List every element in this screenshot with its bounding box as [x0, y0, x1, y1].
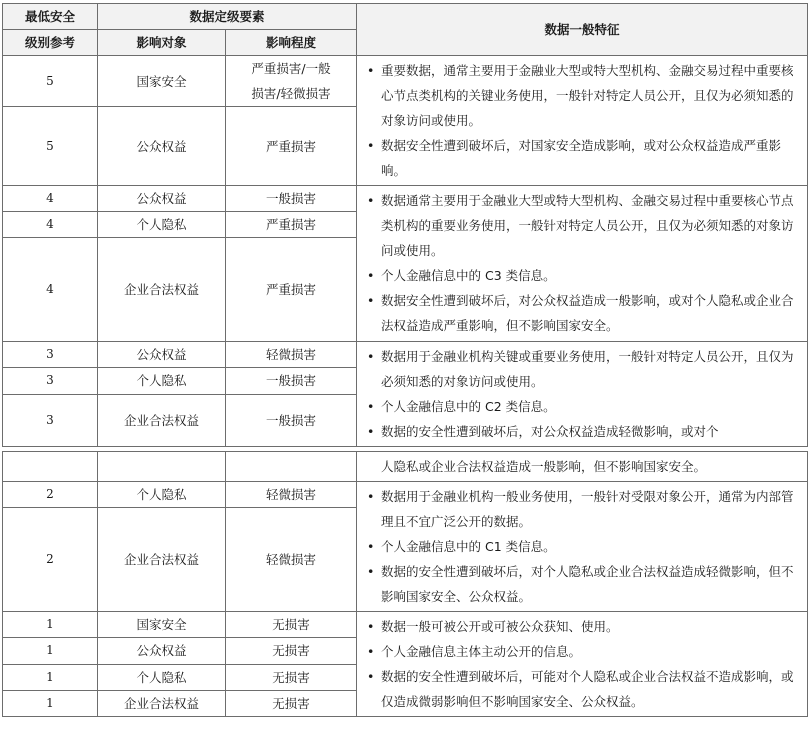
- feature-bullet: • 数据用于金融业机构一般业务使用，一般针对受限对象公开，通常为内部管理且不宜广泛公开的数据。: [365, 484, 803, 534]
- features-cell: [357, 612, 808, 717]
- degree-line: 一般损害: [266, 412, 317, 428]
- features-cell: [357, 452, 808, 482]
- table-row: [3, 612, 808, 638]
- feature-bullet: • 个人金融信息中的 C2 类信息。: [365, 394, 803, 419]
- degree-line: 无损害: [272, 695, 310, 711]
- header-degree: 影响程度: [226, 30, 357, 56]
- level-cell: 4: [3, 238, 98, 342]
- table-row: [3, 342, 808, 368]
- degree-cell: [226, 342, 357, 368]
- object-cell: 公众权益: [98, 342, 226, 368]
- feature-bullet: • 数据通常主要用于金融业大型或特大型机构、金融交易过程中重要核心节点类机构的重要业务使用，一般针对特定人员公开，且仅为必须知悉的对象访问或使用。: [365, 188, 803, 263]
- feature-bullet: • 数据一般可被公开或可被公众获知、使用。: [365, 614, 803, 639]
- degree-cell: [226, 508, 357, 612]
- degree-cell: [226, 56, 357, 107]
- table-part-2: [2, 451, 808, 717]
- degree-cell: [226, 664, 357, 690]
- object-cell: 个人隐私: [98, 482, 226, 508]
- header-object: 影响对象: [98, 30, 226, 56]
- feature-bullet: • 个人金融信息中的 C1 类信息。: [365, 534, 803, 559]
- feature-bullet: • 数据安全性遭到破坏后，对国家安全造成影响，或对公众权益造成严重影响。: [365, 133, 803, 183]
- degree-cell: [226, 638, 357, 664]
- header-elements: 数据定级要素: [98, 4, 357, 30]
- level-cell: [3, 452, 98, 482]
- object-cell: [98, 452, 226, 482]
- degree-cell: [226, 186, 357, 212]
- level-cell: 5: [3, 56, 98, 107]
- header-level: 最低安全: [3, 4, 98, 30]
- level-cell: 3: [3, 342, 98, 368]
- level-cell: 2: [3, 482, 98, 508]
- features-cell: [357, 186, 808, 342]
- level-cell: 3: [3, 368, 98, 394]
- data-classification-table: [2, 3, 807, 736]
- level-cell: 1: [3, 664, 98, 690]
- feature-continuation: 人隐私或企业合法权益造成一般影响，但不影响国家安全。: [381, 459, 707, 474]
- degree-line: 严重损害: [266, 282, 317, 297]
- feature-bullet: • 数据的安全性遭到破坏后，对个人隐私或企业合法权益造成轻微影响，但不影响国家安全、公众权益。: [365, 559, 803, 609]
- level-cell: 4: [3, 186, 98, 212]
- feature-bullet: • 数据安全性遭到破坏后，对公众权益造成一般影响，或对个人隐私或企业合法权益造成严重影响，但不影响国家安全。: [365, 288, 803, 338]
- object-cell: 国家安全: [98, 612, 226, 638]
- features-cell: [357, 482, 808, 612]
- features-cell: [357, 56, 808, 186]
- degree-cell: [226, 107, 357, 186]
- degree-cell: [226, 690, 357, 716]
- table-part-1: [2, 3, 808, 447]
- feature-bullet: • 数据用于金融业机构关键或重要业务使用，一般针对特定人员公开，且仅为必须知悉的对象访问或使用。: [365, 344, 803, 394]
- object-cell: 个人隐私: [98, 212, 226, 238]
- feature-bullet: • 数据的安全性遭到破坏后，对公众权益造成轻微影响，或对个: [365, 419, 803, 444]
- degree-cell: [226, 394, 357, 447]
- object-cell: 企业合法权益: [98, 508, 226, 612]
- degree-cell: [226, 612, 357, 638]
- object-cell: 企业合法权益: [98, 394, 226, 447]
- degree-cell: [226, 238, 357, 342]
- object-cell: 企业合法权益: [98, 238, 226, 342]
- degree-cell: [226, 368, 357, 394]
- feature-bullet: • 个人金融信息中的 C3 类信息。: [365, 263, 803, 288]
- level-cell: 4: [3, 212, 98, 238]
- features-cell: [357, 342, 808, 447]
- level-cell: 3: [3, 394, 98, 447]
- degree-cell: [226, 452, 357, 482]
- degree-line: 严重损害: [266, 138, 317, 154]
- degree-line: 无损害: [272, 643, 310, 659]
- object-cell: 国家安全: [98, 56, 226, 107]
- object-cell: 公众权益: [98, 107, 226, 186]
- header-features: 数据一般特征: [357, 4, 808, 56]
- degree-line: 损害/轻微损害: [251, 86, 331, 102]
- degree-line: 严重损害: [266, 217, 317, 232]
- object-cell: 个人隐私: [98, 664, 226, 690]
- degree-cell: [226, 482, 357, 508]
- table-row: [3, 482, 808, 508]
- feature-bullet: • 数据的安全性遭到破坏后，可能对个人隐私或企业合法权益不造成影响，或仅造成微弱影响但不影响国家安全、公众权益。: [365, 664, 803, 714]
- degree-line: 一般损害: [266, 191, 317, 206]
- object-cell: 个人隐私: [98, 368, 226, 394]
- object-cell: 公众权益: [98, 186, 226, 212]
- table-row: [3, 56, 808, 107]
- object-cell: 公众权益: [98, 638, 226, 664]
- continuation-row: [3, 452, 808, 482]
- degree-cell: [226, 212, 357, 238]
- degree-line: 一般损害: [266, 373, 317, 389]
- header-level-line2: 级别参考: [3, 30, 98, 56]
- degree-line: 轻微损害: [265, 552, 316, 567]
- feature-bullet: • 个人金融信息主体主动公开的信息。: [365, 639, 803, 664]
- degree-line: 无损害: [272, 617, 310, 633]
- table-row: [3, 186, 808, 212]
- level-cell: 1: [3, 612, 98, 638]
- feature-bullet: • 重要数据，通常主要用于金融业大型或特大型机构、金融交易过程中重要核心节点类机构的关键业务使用，一般针对特定人员公开，且仅为必须知悉的对象访问或使用。: [365, 58, 803, 133]
- level-cell: 2: [3, 508, 98, 612]
- object-cell: 企业合法权益: [98, 690, 226, 716]
- level-cell: 5: [3, 107, 98, 186]
- degree-line: 轻微损害: [266, 347, 317, 363]
- level-cell: 1: [3, 638, 98, 664]
- degree-line: 轻微损害: [265, 487, 316, 502]
- degree-line: 无损害: [272, 669, 310, 685]
- level-cell: 1: [3, 690, 98, 716]
- degree-line: 严重损害/一般: [251, 61, 331, 77]
